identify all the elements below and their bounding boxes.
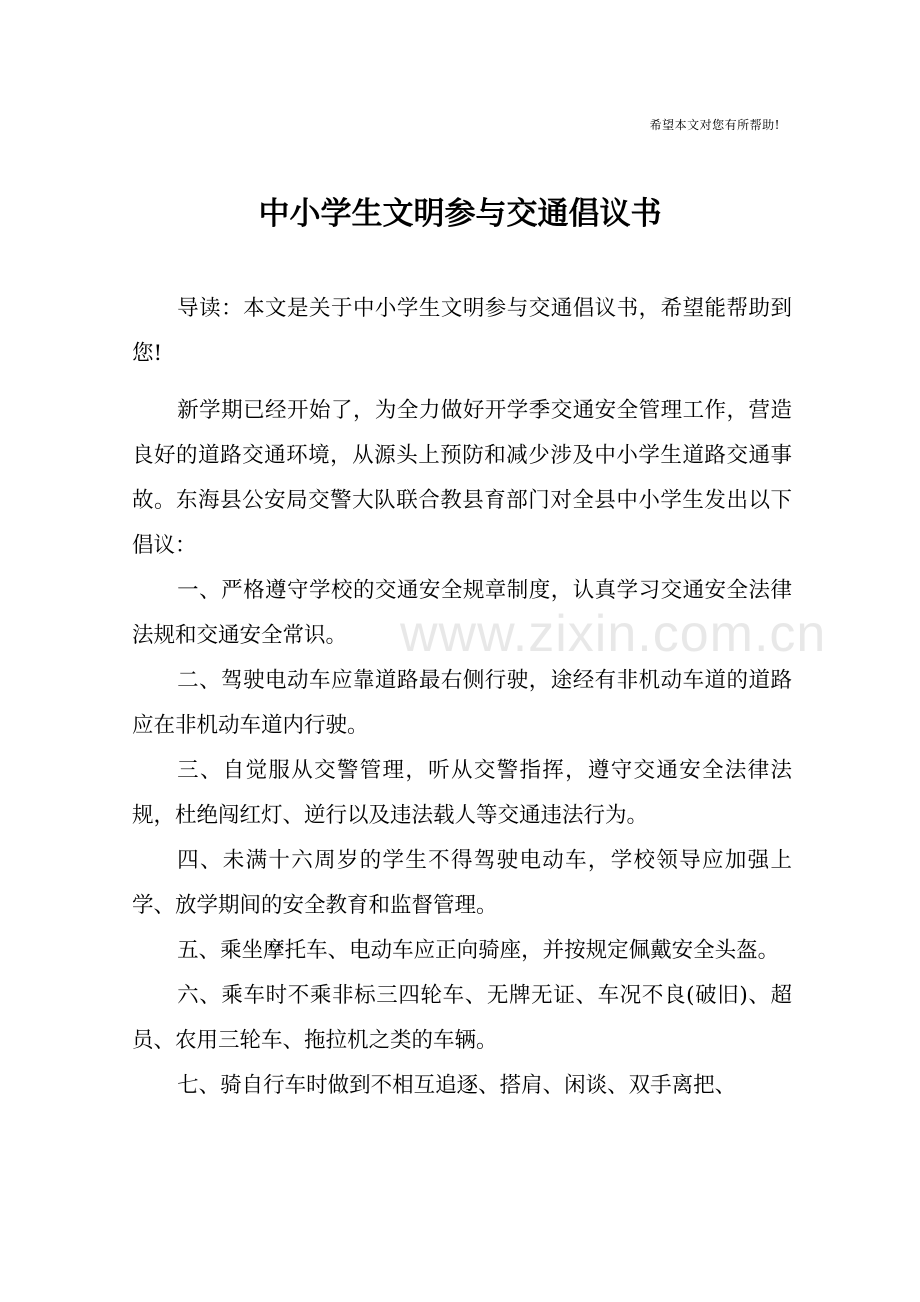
proposal-item: 三、自觉服从交警管理，听从交警指挥，遵守交通安全法律法规，杜绝闯红灯、逆行以及违法载人等交通违法行为。 <box>132 758 792 828</box>
lead-paragraph: 导读：本文是关于中小学生文明参与交通倡议书，希望能帮助到您! <box>132 296 792 366</box>
proposal-item: 五、乘坐摩托车、电动车应正向骑座，并按规定佩戴安全头盔。 <box>177 938 780 963</box>
header-note: 希望本文对您有所帮助! <box>649 118 780 132</box>
watermark-text: www.zixin.com.cn <box>400 605 827 663</box>
proposal-item: 二、驾驶电动车应靠道路最右侧行驶，途经有非机动车道的道路应在非机动车道内行驶。 <box>132 668 792 738</box>
document-title: 中小学生文明参与交通倡议书 <box>258 196 662 232</box>
document-body <box>132 286 792 1108</box>
proposal-item: 一、严格遵守学校的交通安全规章制度，认真学习交通安全法律法规和交通安全常识。 <box>132 578 792 648</box>
proposal-item: 七、骑自行车时做到不相互追逐、搭肩、闲谈、双手离把、 <box>177 1073 737 1098</box>
proposal-item: 六、乘车时不乘非标三四轮车、无牌无证、车况不良(破旧)、超员、农用三轮车、拖拉机之类的车辆。 <box>132 983 792 1053</box>
intro-paragraph: 新学期已经开始了，为全力做好开学季交通安全管理工作，营造良好的道路交通环境，从源头上预防和减少涉及中小学生道路交通事故。东海县公安局交警大队联合教县育部门对全县中小学生发出以下倡议： <box>132 398 792 558</box>
proposal-item: 四、未满十六周岁的学生不得驾驶电动车，学校领导应加强上学、放学期间的安全教育和监督管理。 <box>132 848 792 918</box>
